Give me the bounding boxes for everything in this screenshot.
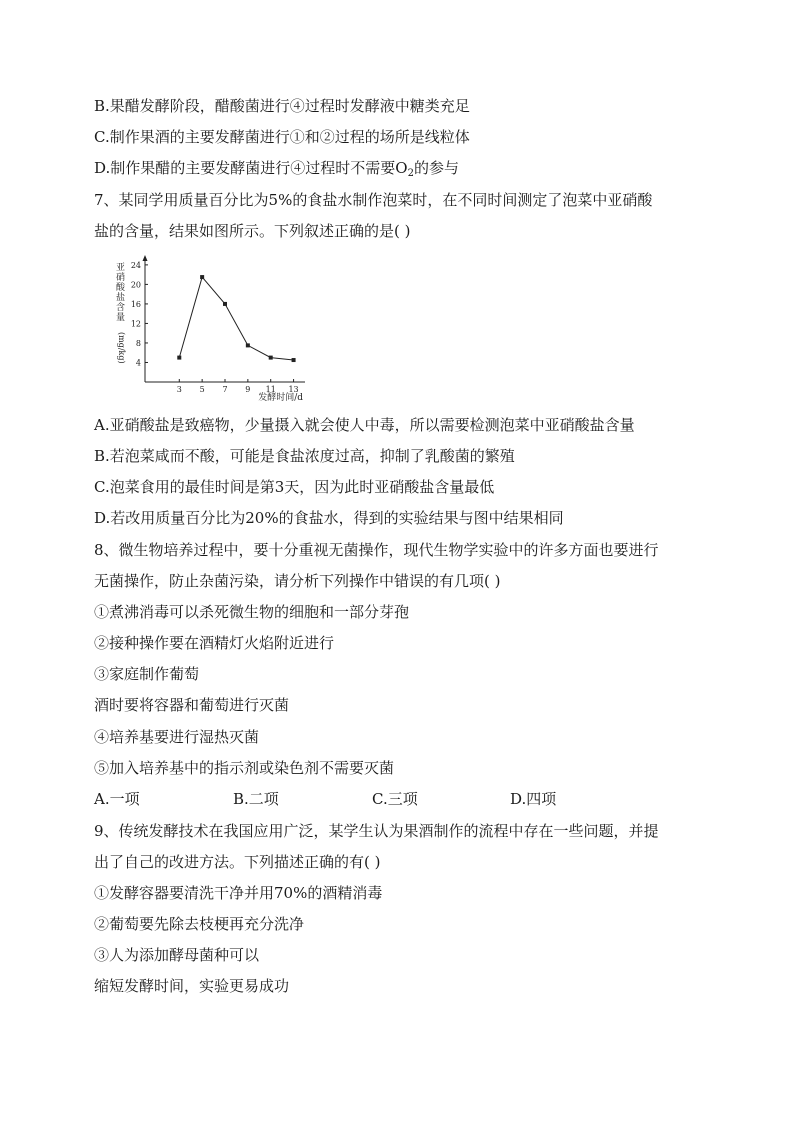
y-tick-label: 4 <box>135 358 141 368</box>
data-point <box>292 358 296 362</box>
y-axis-label-unit: (mg/kg) <box>117 332 126 364</box>
y-tick-label: 20 <box>130 280 141 290</box>
option-prev-d-tail: 的参与 <box>413 159 459 177</box>
option-prev-c: C.制作果酒的主要发酵菌进行①和②过程的场所是线粒体 <box>94 128 470 146</box>
question-9-item-3b: 缩短发酵时间，实验更易成功 <box>94 977 290 995</box>
x-ticks <box>177 379 299 394</box>
question-8-item-3a: ③家庭制作葡萄 <box>94 665 200 683</box>
data-points <box>177 275 295 362</box>
option-7b-prev-b: B.果醋发酵阶段，醋酸菌进行④过程时发酵液中糖类充足 <box>94 97 470 115</box>
question-8-item-2: ②接种操作要在酒精灯火焰附近进行 <box>94 634 335 652</box>
x-tick-label: 13 <box>288 385 299 394</box>
question-7-stem-2: 盐的含量，结果如图所示。下列叙述正确的是( ) <box>94 222 411 240</box>
data-point <box>269 356 273 360</box>
question-8-item-5: ⑤加入培养基中的指示剂或染色剂不需要灭菌 <box>94 759 395 777</box>
data-point <box>177 356 181 360</box>
data-point <box>246 343 250 347</box>
x-axis-label: 发酵时间/d <box>258 393 303 403</box>
question-7-option-b: B.若泡菜咸而不酸，可能是食盐浓度过高，抑制了乳酸菌的繁殖 <box>94 447 515 465</box>
question-8-item-3b: 酒时要将容器和葡萄进行灭菌 <box>94 696 290 714</box>
question-8-stem-1: 8、微生物培养过程中，要十分重视无菌操作，现代生物学实验中的许多方面也要进行 <box>94 541 659 559</box>
y-axis-label-main: 亚硝酸盐含量 <box>116 263 126 323</box>
y-tick-label: 8 <box>135 338 141 348</box>
question-8-option-b: B.二项 <box>233 790 279 808</box>
data-point <box>223 302 227 306</box>
question-9-item-2: ②葡萄要先除去枝梗再充分洗净 <box>94 915 305 933</box>
question-7-option-c: C.泡菜食用的最佳时间是第3天，因为此时亚硝酸盐含量最低 <box>94 478 495 496</box>
question-7-stem-1: 7、某同学用质量百分比为5%的食盐水制作泡菜时，在不同时间测定了泡菜中亚硝酸 <box>94 191 653 209</box>
oxygen-subscript: 2 <box>407 168 414 179</box>
x-tick-label: 9 <box>245 385 251 394</box>
series-line <box>179 277 293 360</box>
question-9-stem-1: 9、传统发酵技术在我国应用广泛，某学生认为果酒制作的流程中存在一些问题，并提 <box>94 822 659 840</box>
x-tick-label: 5 <box>199 385 205 394</box>
question-9-stem-2: 出了自己的改进方法。下列描述正确的有( ) <box>94 853 381 871</box>
question-9-item-1: ①发酵容器要清洗干净并用70%的酒精消毒 <box>94 884 383 902</box>
question-8-option-c: C.三项 <box>372 790 418 808</box>
question-8-option-d: D.四项 <box>510 790 557 808</box>
option-prev-d-text: D.制作果醋的主要发酵菌进行④过程时不需要O <box>94 159 408 177</box>
x-tick-label: 11 <box>265 385 276 394</box>
y-tick-label: 24 <box>130 260 141 270</box>
x-tick-label: 3 <box>176 385 182 394</box>
question-8-stem-2: 无菌操作，防止杂菌污染，请分析下列操作中错误的有几项( ) <box>94 572 501 590</box>
y-tick-label: 16 <box>130 299 141 309</box>
y-axis-label <box>116 262 126 364</box>
y-tick-label: 12 <box>130 319 141 329</box>
question-7-option-d: D.若改用质量百分比为20%的食盐水，得到的实验结果与图中结果相同 <box>94 509 564 527</box>
question-9-item-3a: ③人为添加酵母菌种可以 <box>94 946 260 964</box>
question-8-item-1: ①煮沸消毒可以杀死微生物的细胞和一部分芽孢 <box>94 603 410 621</box>
question-8-item-4: ④培养基要进行湿热灭菌 <box>94 728 260 746</box>
nitrite-content-chart <box>100 252 330 412</box>
data-point <box>200 275 204 279</box>
question-8-option-a: A.一项 <box>94 790 140 808</box>
option-prev-d <box>94 158 459 184</box>
y-axis-arrow <box>143 255 148 261</box>
x-tick-label: 7 <box>222 385 228 394</box>
question-7-option-a: A.亚硝酸盐是致癌物，少量摄入就会使人中毒，所以需要检测泡菜中亚硝酸盐含量 <box>94 416 635 434</box>
